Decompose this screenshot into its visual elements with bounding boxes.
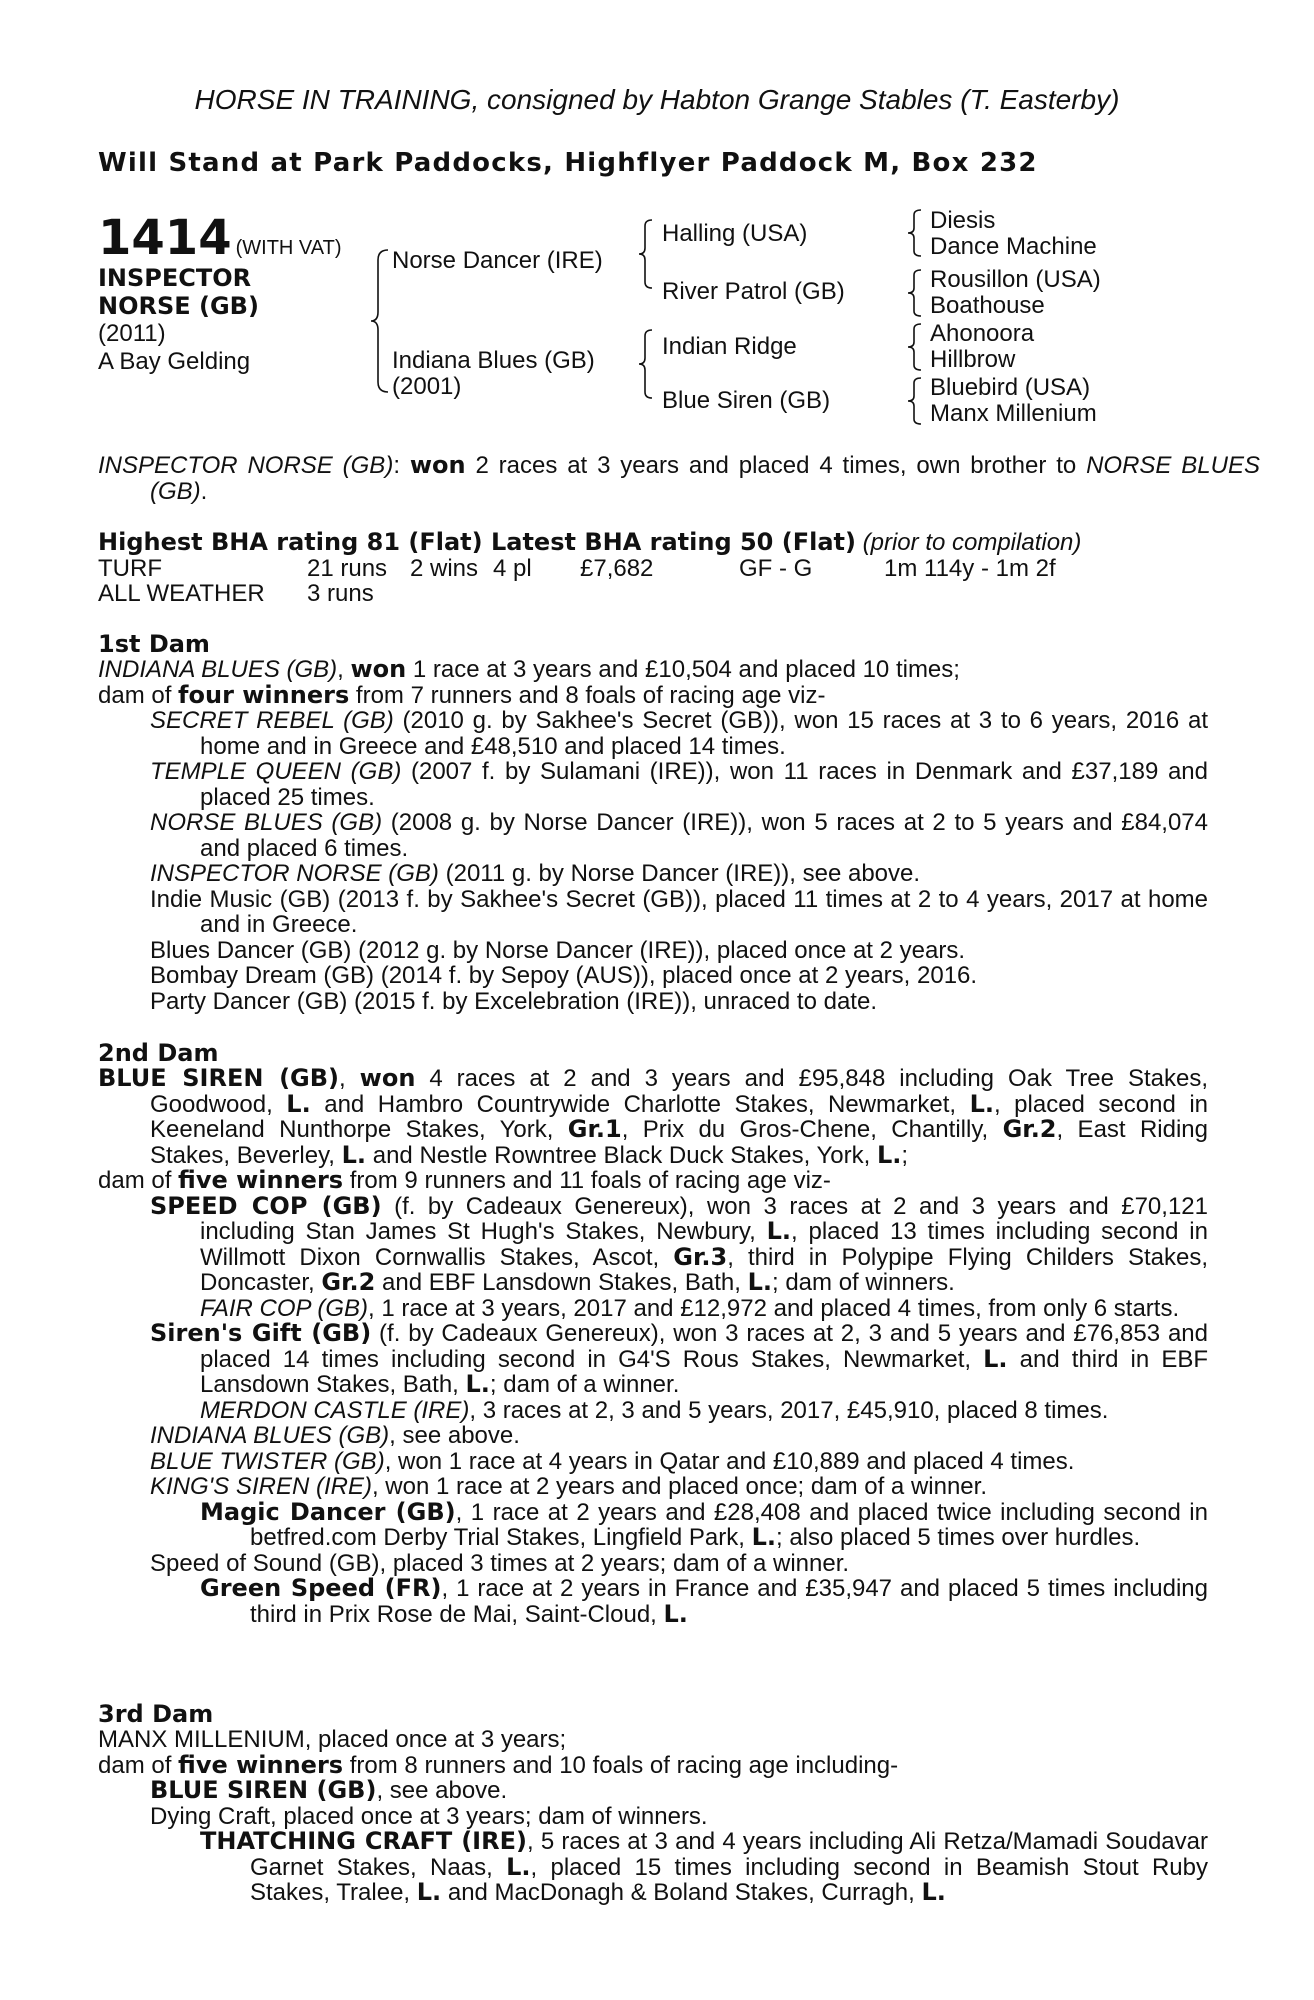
second-dam-produce-4: BLUE TWISTER (GB), won 1 race at 4 years in Qatar and £10,889 and placed 4 times. [150, 1447, 1075, 1475]
pedigree-dam-sire: Indian Ridge [662, 333, 797, 360]
pedigree-g3: Rousillon (USA) [930, 266, 1101, 293]
produce-8: Party Dancer (GB) (2015 f. by Excelebration (IRE)), unraced to date. [150, 987, 877, 1015]
third-dam-produce-1: BLUE SIREN (GB), see above. [150, 1776, 508, 1804]
third-dam-text: MANX MILLENIUM, placed once at 3 years; dam of five winners from 8 runners and 10 foals of racing age including- BLUE SIREN (GB), see above. Dying Craft, placed once at 3 years; dam of winners. THATCHING CRAFT (IRE), 5 races at 3 and 4 years including Ali Retza/Mamadi Soudavar Garnet Stakes, Naas, L., placed 15 times including second in Beamish Stout Ruby Stakes, Tralee, L. and MacDonagh & Boland Stakes, Curragh, L. [98, 1726, 1209, 1906]
turf-label: TURF [98, 555, 162, 582]
first-dam-heading: 1st Dam [98, 630, 210, 658]
first-dam-text: INDIANA BLUES (GB), won 1 race at 3 years and £10,504 and placed 10 times; dam of four winners from 7 runners and 8 foals of racing age viz- SECRET REBEL (GB) (2010 g. by Sakhee's Secret (GB)), won 15 races at 3 to 6 years, 2016 at home and in Greece and £48,510 and placed 14 times. TEMPLE QUEEN (GB) (2007 f. by Sulamani (IRE)), won 11 races in Denmark and £37,189 and placed 25 times. NORSE BLUES (GB) (2008 g. by Norse Dancer (IRE)), won 5 races at 2 to 5 years and £84,074 and placed 6 times. INSPECTOR NORSE (GB) (2011 g. by Norse Dancer (IRE)), see above. Indie Music (GB) (2013 f. by Sakhee's Secret (GB)), placed 11 times at 2 to 4 years, 2017 at home and in Greece. Blues Dancer (GB) (2012 g. by Norse Dancer (IRE)), placed once at 2 years. Bombay Dream (GB) (2014 f. by Sepoy (AUS)), placed once at 2 years, 2016. Party Dancer (GB) (2015 f. by Excelebration (IRE)), unraced to date. [98, 655, 1209, 1015]
produce-6: Blues Dancer (GB) (2012 g. by Norse Dancer (IRE)), placed once at 2 years. [150, 936, 966, 964]
second-dam-text: BLUE SIREN (GB), won 4 races at 2 and 3 years and £95,848 including Oak Tree Stakes, Goodwood, L. and Hambro Countrywide Charlotte Stakes, Newmarket, L., placed second in Keeneland Nunthorpe Stakes, York, Gr.1, Prix du Gros-Chene, Chantilly, Gr.2, East Riding Stakes, Beverley, L. and Nestle Rowntree Black Duck Stakes, York, L.; dam of five winners from 9 runners and 11 foals of racing age viz- SPEED COP (GB) (f. by Cadeaux Genereux), won 3 races at 2 and 3 years and £70,121 including Stan James St Hugh's Stakes, Newbury, L., placed 13 times including second in Willmott Dixon Cornwallis Stakes, Ascot, Gr.3, third in Polypipe Flying Childers Stakes, Doncaster, Gr.2 and EBF Lansdown Stakes, Bath, L.; dam of winners. FAIR COP (GB), 1 race at 3 years, 2017 and £12,972 and placed 4 times, from only 6 starts. Siren's Gift (GB) (f. by Cadeaux Genereux), won 3 races at 2, 3 and 5 years and £76,853 and placed 14 times including second in G4'S Rous Stakes, Newmarket, L. and third in EBF Lansdown Stakes, Bath, L.; dam of a winner. MERDON CASTLE (IRE), 3 races at 2, 3 and 5 years, 2017, £45,910, placed 8 times. INDIANA BLUES (GB), see above. BLUE TWISTER (GB), won 1 race at 4 years in Qatar and £10,889 and placed 4 times. KING'S SIREN (IRE), won 1 race at 2 years and placed once; dam of a winner. Magic Dancer (GB), 1 race at 2 years and £28,408 and placed twice including second in betfred.com Derby Trial Stakes, Lingfield Park, L.; also placed 5 times over hurdles. Speed of Sound (GB), placed 3 times at 2 years; dam of a winner. Green Speed (FR), 1 race at 2 years in France and £35,947 and placed 5 times including third in Prix Rose de Mai, Saint-Cloud, L. [98, 1064, 1209, 1628]
horse-name [98, 264, 259, 320]
pedigree-dam: Indiana Blues (GB) [392, 347, 595, 374]
horse-summary: INSPECTOR NORSE (GB): won 2 races at 3 years and placed 4 times, own brother to NORSE BLUES (GB). [98, 451, 1260, 505]
pedigree-sire-sire: Halling (USA) [662, 220, 808, 247]
stand-location: Will Stand at Park Paddocks, Highflyer Paddock M, Box 232 [98, 148, 1038, 178]
pedigree-dam-dam: Blue Siren (GB) [662, 387, 831, 414]
produce-2: TEMPLE QUEEN (GB) (2007 f. by Sulamani (IRE)), won 11 races in Denmark and £37,189 and placed 25 times. [150, 758, 1208, 811]
vat-note: (WITH VAT) [235, 237, 342, 259]
aw-runs: 3 runs [307, 580, 374, 607]
pedigree-g1: Diesis [930, 207, 996, 234]
pedigree-brace-g2 [905, 268, 925, 318]
second-dam-heading: 2nd Dam [98, 1039, 219, 1067]
pedigree-brace-g1 [905, 208, 925, 258]
pedigree-dam-year: (2001) [392, 373, 462, 400]
pedigree-g2: Dance Machine [930, 233, 1097, 260]
pedigree-g7: Bluebird (USA) [930, 374, 1091, 401]
pedigree-g5: Ahonoora [930, 320, 1035, 347]
aw-label: ALL WEATHER [98, 580, 265, 607]
horse-name-line2: NORSE (GB) [98, 292, 259, 320]
turf-runs: 21 runs [307, 555, 388, 582]
second-dam-produce-3: INDIANA BLUES (GB), see above. [150, 1422, 520, 1449]
produce-7: Bombay Dream (GB) (2014 f. by Sepoy (AUS)), placed once at 2 years, 2016. [150, 962, 978, 989]
bha-rating: Highest BHA rating 81 (Flat) Latest BHA rating 50 (Flat) (prior to compilation) [98, 528, 1082, 556]
third-dam-grandproduce-1: THATCHING CRAFT (IRE), 5 races at 3 and 4 years including Ali Retza/Mamadi Soudavar Garnet Stakes, Naas, L., placed 15 times including second in Beamish Stout Ruby Stakes, Tralee, L. and MacDonagh & Boland Stakes, Curragh, L. [200, 1827, 1209, 1906]
pedigree-brace-main [368, 248, 392, 394]
horse-name-line1: INSPECTOR [98, 264, 252, 292]
produce-1: SECRET REBEL (GB) (2010 g. by Sakhee's Secret (GB)), won 15 races at 3 to 6 years, 2016 at home and in Greece and £48,510 and placed 14 times. [150, 707, 1208, 760]
pedigree-g8: Manx Millenium [930, 400, 1097, 427]
consignment-line: HORSE IN TRAINING, consigned by Habton Grange Stables (T. Easterby) [194, 84, 1120, 115]
second-dam-grandproduce-4: Green Speed (FR), 1 race at 2 years in France and £35,947 and placed 5 times including third in Prix Rose de Mai, Saint-Cloud, L. [200, 1574, 1208, 1628]
turf-prize: £7,682 [580, 555, 654, 582]
second-dam-produce-2: Siren's Gift (GB) (f. by Cadeaux Genereux), won 3 races at 2, 3 and 5 years and £76,853 and placed 14 times including second in G4'S Rous Stakes, Newmarket, L. and third in EBF Lansdown Stakes, Bath, L.; dam of a winner. [150, 1319, 1208, 1398]
pedigree-brace-sire [636, 218, 656, 290]
second-dam-produce-6: Speed of Sound (GB), placed 3 times at 2 years; dam of a winner. [150, 1549, 850, 1577]
lot-number-block [98, 210, 342, 266]
turf-distance: 1m 114y - 1m 2f [884, 555, 1056, 582]
second-dam-produce-1: SPEED COP (GB) (f. by Cadeaux Genereux), won 3 races at 2 and 3 years and £70,121 including Stan James St Hugh's Stakes, Newbury, L., placed 13 times including second in Willmott Dixon Cornwallis Stakes, Ascot, Gr.3, third in Polypipe Flying Childers Stakes, Doncaster, Gr.2 and EBF Lansdown Stakes, Bath, L.; dam of winners. [150, 1191, 1208, 1296]
horse-description: A Bay Gelding [98, 348, 251, 375]
pedigree-brace-g3 [905, 322, 925, 372]
horse-details [98, 320, 250, 376]
pedigree-brace-g4 [905, 376, 925, 426]
second-dam-grandproduce-3: Magic Dancer (GB), 1 race at 2 years and £28,408 and placed twice including second in betfred.com Derby Trial Stakes, Lingfield Park, L.; also placed 5 times over hurdles. [200, 1497, 1208, 1551]
turf-placings: 4 pl [493, 555, 532, 582]
pedigree-brace-dam [636, 328, 656, 400]
third-dam-produce-2: Dying Craft, placed once at 3 years; dam of winners. [150, 1802, 708, 1830]
pedigree-sire-dam: River Patrol (GB) [662, 278, 845, 305]
produce-4: INSPECTOR NORSE (GB) (2011 g. by Norse Dancer (IRE)), see above. [150, 860, 921, 887]
lot-number: 1414 [98, 210, 232, 266]
pedigree-sire: Norse Dancer (IRE) [392, 247, 603, 274]
turf-wins: 2 wins [410, 555, 479, 582]
second-dam-grandproduce-2: MERDON CASTLE (IRE), 3 races at 2, 3 and 5 years, 2017, £45,910, placed 8 times. [200, 1396, 1109, 1424]
pedigree-g6: Hillbrow [930, 346, 1016, 373]
produce-3: NORSE BLUES (GB) (2008 g. by Norse Dancer (IRE)), won 5 races at 2 to 5 years and £84,074 and placed 6 times. [150, 809, 1209, 862]
third-dam-heading: 3rd Dam [98, 1700, 214, 1728]
pedigree-g4: Boathouse [930, 292, 1045, 319]
horse-year: (2011) [98, 320, 166, 347]
second-dam-produce-5: KING'S SIREN (IRE), won 1 race at 2 years and placed once; dam of a winner. [150, 1473, 987, 1500]
turf-going: GF - G [739, 555, 813, 582]
second-dam-grandproduce-1: FAIR COP (GB), 1 race at 3 years, 2017 and £12,972 and placed 4 times, from only 6 starts. [200, 1294, 1180, 1322]
produce-5: Indie Music (GB) (2013 f. by Sakhee's Secret (GB)), placed 11 times at 2 to 4 years, 2017 at home and in Greece. [150, 885, 1208, 938]
